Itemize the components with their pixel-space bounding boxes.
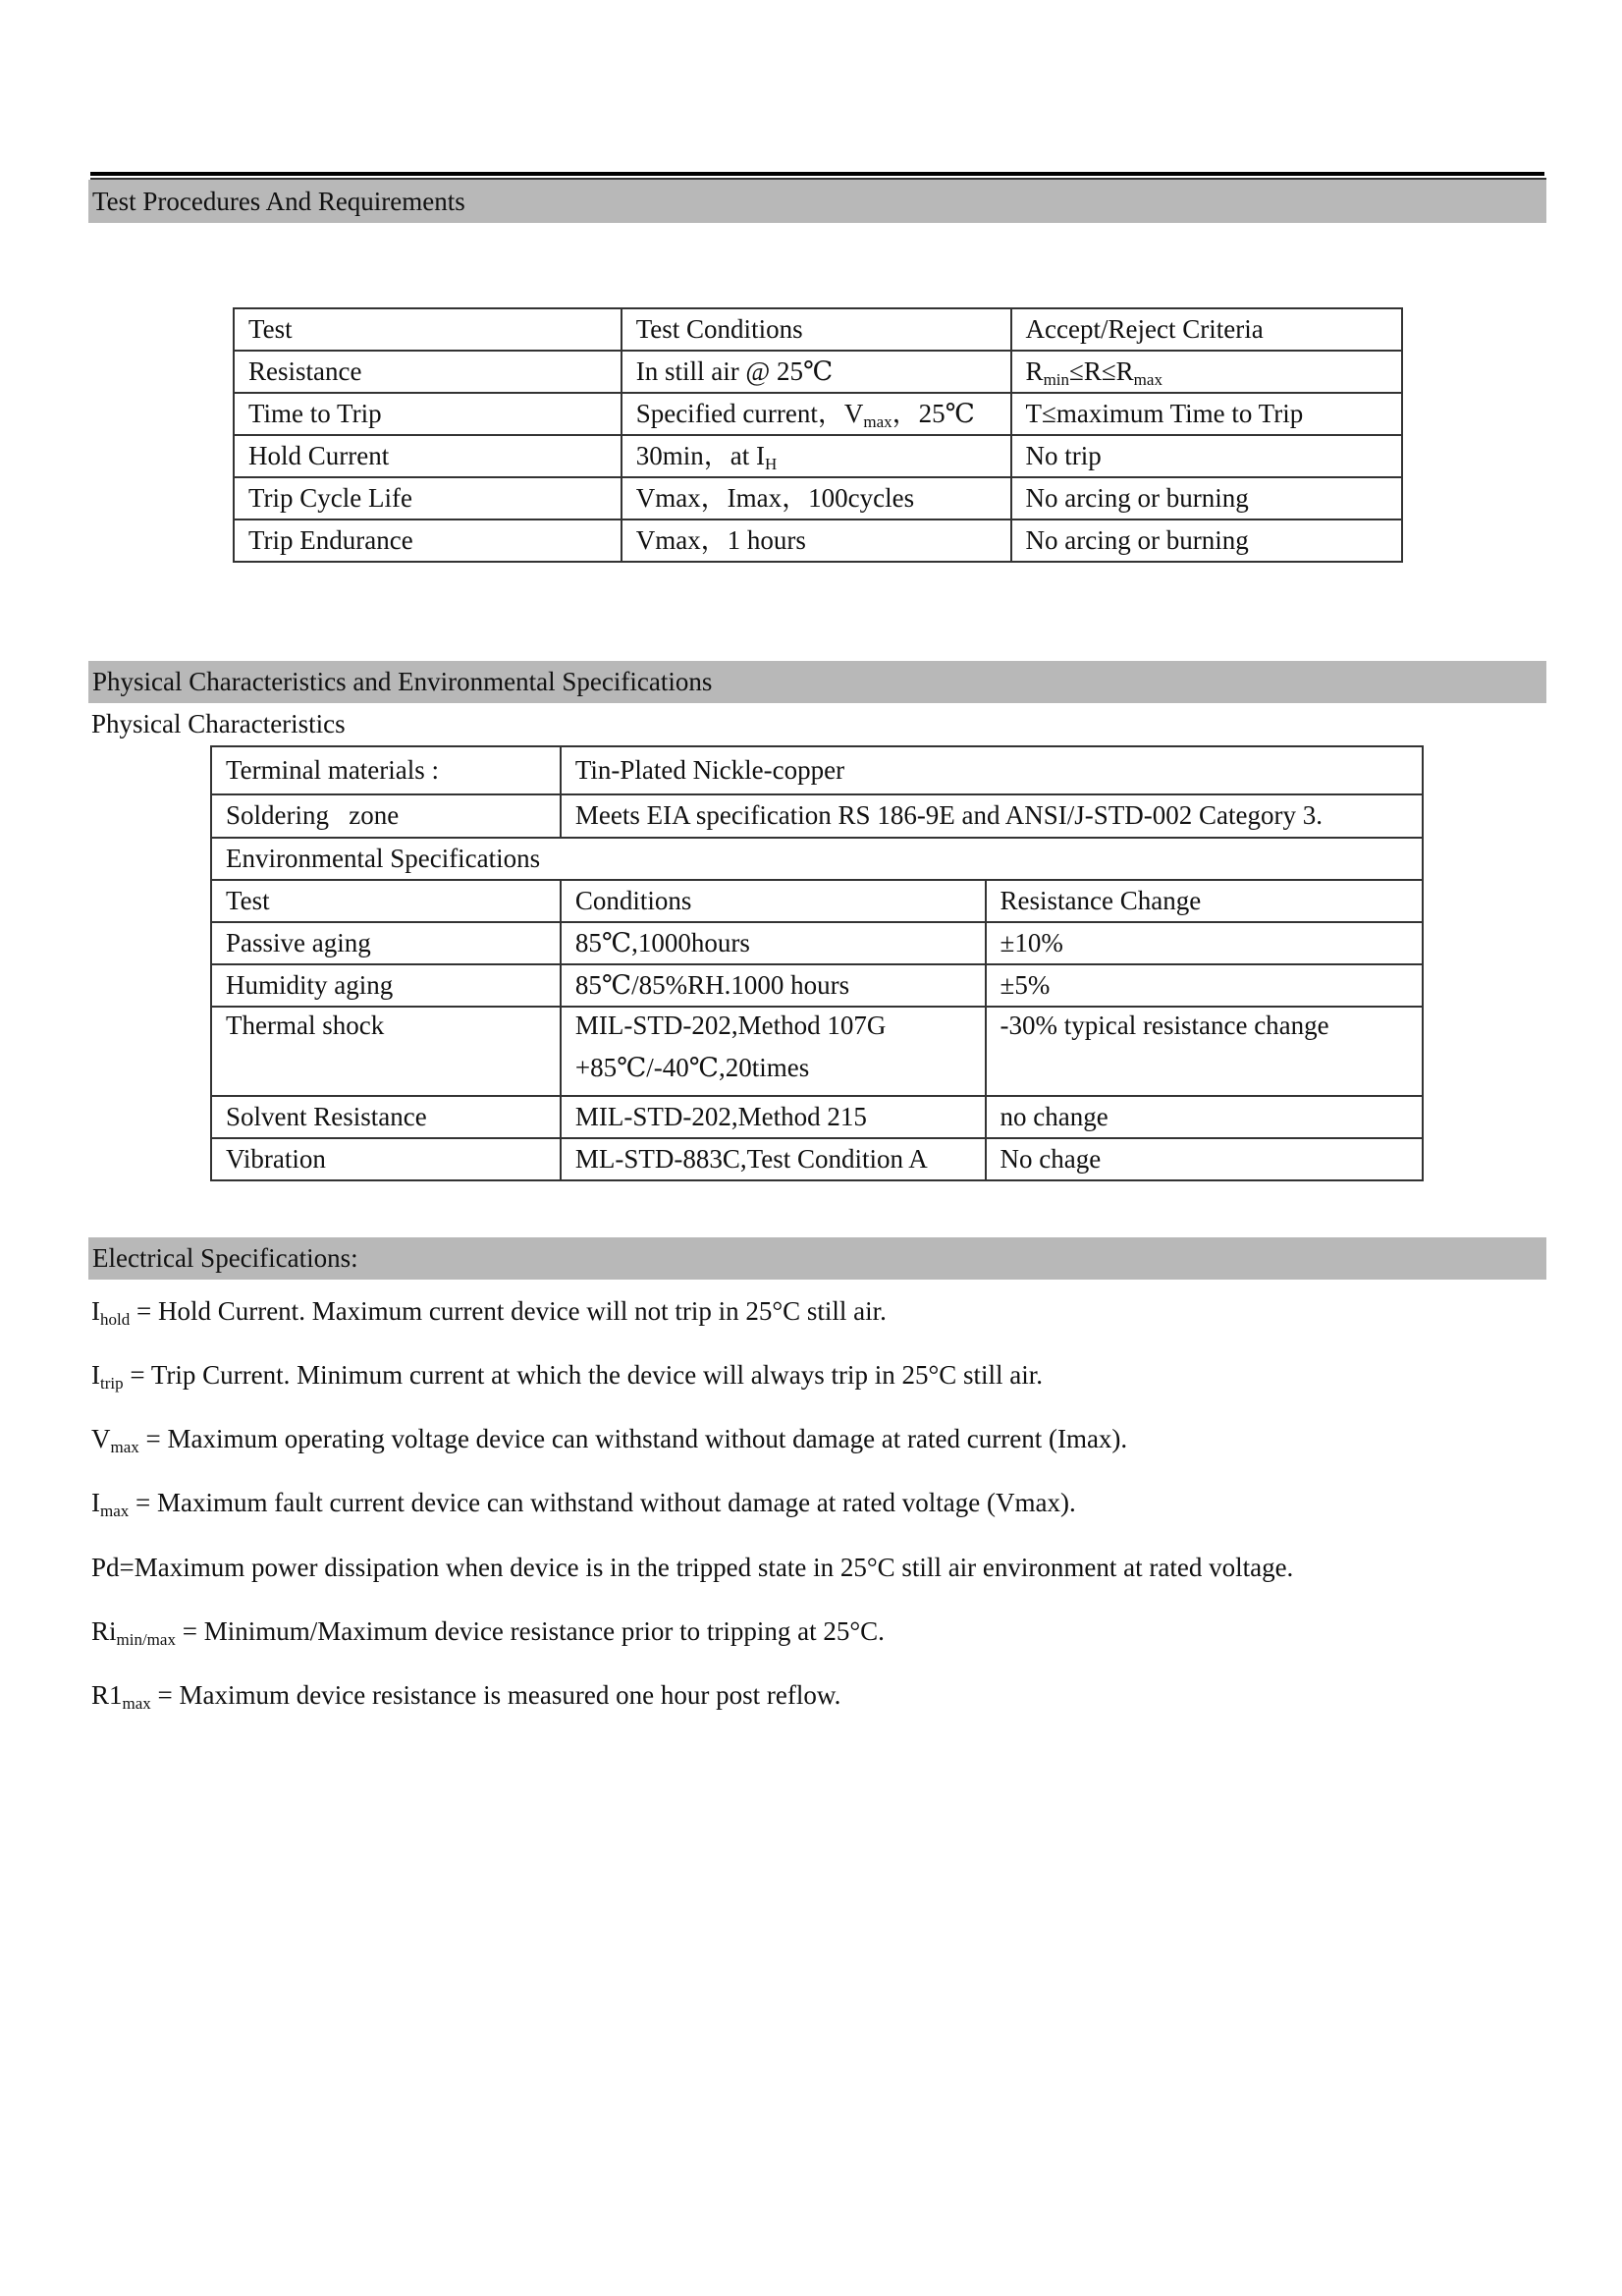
label-cell: Terminal materials :	[211, 746, 561, 794]
subscript: trip	[100, 1374, 124, 1393]
physical-env-table	[210, 745, 1424, 1181]
test-cell: Passive aging	[211, 922, 561, 964]
definition-pd	[91, 1553, 1293, 1583]
header-cell: Test	[211, 880, 561, 922]
criteria-cell: No arcing or burning	[1011, 519, 1402, 562]
table-row	[234, 519, 1402, 562]
criteria-text: ≤R≤R	[1069, 355, 1134, 386]
section-title: Electrical Specifications:	[92, 1243, 358, 1273]
test-cell: Trip Cycle Life	[234, 477, 622, 519]
symbol: Pd	[91, 1553, 120, 1582]
criteria-cell: T≤maximum Time to Trip	[1011, 393, 1402, 435]
section-heading-test-procedures	[88, 180, 1546, 223]
condition-line: +85℃/-40℃,20times	[574, 1052, 810, 1082]
condition-cell: 85℃,1000hours	[561, 922, 986, 964]
definition-vmax	[91, 1424, 1127, 1454]
condition-text: 30min，at I	[635, 440, 765, 470]
change-cell: ±10%	[986, 922, 1423, 964]
condition-cell	[561, 1007, 986, 1096]
test-cell: Hold Current	[234, 435, 622, 477]
condition-cell: 85℃/85%RH.1000 hours	[561, 964, 986, 1007]
table-row	[234, 393, 1402, 435]
definition-ihold	[91, 1296, 887, 1327]
subscript: min/max	[116, 1630, 176, 1649]
table-row	[234, 435, 1402, 477]
condition-cell	[622, 435, 1011, 477]
change-cell: -30% typical resistance change	[986, 1007, 1423, 1096]
definition-text: = Maximum device resistance is measured one hour post reflow.	[150, 1680, 841, 1710]
change-cell: no change	[986, 1096, 1423, 1138]
env-heading-cell: Environmental Specifications	[211, 838, 1423, 880]
test-cell: Vibration	[211, 1138, 561, 1180]
subscript: H	[764, 454, 778, 473]
condition-cell: Vmax，Imax，100cycles	[622, 477, 1011, 519]
table-header-row	[234, 308, 1402, 351]
change-cell: No chage	[986, 1138, 1423, 1180]
table-row	[211, 1138, 1423, 1180]
condition-cell: ML-STD-883C,Test Condition A	[561, 1138, 986, 1180]
criteria-cell: No arcing or burning	[1011, 477, 1402, 519]
section-heading-electrical	[88, 1237, 1546, 1280]
test-cell: Humidity aging	[211, 964, 561, 1007]
condition-text: ，25℃	[892, 398, 975, 428]
criteria-cell: No trip	[1011, 435, 1402, 477]
header-cell: Test	[234, 308, 622, 351]
table-row	[234, 351, 1402, 393]
header-cell: Accept/Reject Criteria	[1011, 308, 1402, 351]
definition-itrip	[91, 1360, 1043, 1391]
label-cell: Soldering zone	[211, 794, 561, 838]
symbol: I	[91, 1296, 100, 1326]
test-cell: Thermal shock	[211, 1007, 561, 1096]
definition-text: = Maximum operating voltage device can withstand without damage at rated current (Imax).	[138, 1424, 1128, 1453]
test-cell: Resistance	[234, 351, 622, 393]
header-cell: Resistance Change	[986, 880, 1423, 922]
definition-text: =Maximum power dissipation when device is in the tripped state in 25°C still air environment at rated voltage.	[119, 1553, 1294, 1582]
subscript: max	[100, 1502, 130, 1520]
subscript: hold	[100, 1310, 131, 1329]
table-row	[211, 922, 1423, 964]
subscript: max	[110, 1438, 139, 1456]
section-title: Test Procedures And Requirements	[92, 186, 465, 216]
condition-text: Specified current，V	[635, 398, 864, 428]
subscript: min	[1043, 369, 1070, 389]
table-row	[211, 746, 1423, 794]
symbol: Ri	[91, 1616, 117, 1646]
value-cell: Tin-Plated Nickle-copper	[561, 746, 1423, 794]
test-cell: Solvent Resistance	[211, 1096, 561, 1138]
test-procedures-table	[233, 307, 1403, 563]
physical-characteristics-subheading: Physical Characteristics	[91, 709, 346, 738]
subscript: max	[863, 411, 892, 431]
subscript: max	[122, 1694, 151, 1713]
section-title: Physical Characteristics and Environmental Specifications	[92, 667, 713, 696]
header-rule-thick	[90, 172, 1544, 176]
definition-imax	[91, 1488, 1076, 1518]
definition-text: = Maximum fault current device can withstand without damage at rated voltage (Vmax).	[129, 1488, 1076, 1517]
criteria-cell	[1011, 351, 1402, 393]
test-cell: Trip Endurance	[234, 519, 622, 562]
condition-line: MIL-STD-202,Method 107G	[574, 1011, 887, 1040]
subscript: max	[1133, 369, 1162, 389]
header-cell: Conditions	[561, 880, 986, 922]
table-row	[211, 794, 1423, 838]
value-cell: Meets EIA specification RS 186-9E and ANSI/J-STD-002 Category 3.	[561, 794, 1423, 838]
symbol: I	[91, 1360, 100, 1390]
condition-cell: Vmax，1 hours	[622, 519, 1011, 562]
table-header-row	[211, 880, 1423, 922]
table-row	[211, 1096, 1423, 1138]
condition-cell: MIL-STD-202,Method 215	[561, 1096, 986, 1138]
criteria-text: R	[1025, 355, 1044, 386]
definition-r1-max	[91, 1680, 840, 1711]
section-heading-physical-env	[88, 661, 1546, 703]
condition-cell: In still air @ 25℃	[622, 351, 1011, 393]
definition-text: = Trip Current. Minimum current at which the device will always trip in 25°C still air.	[123, 1360, 1044, 1390]
symbol: V	[91, 1424, 111, 1453]
definition-text: = Hold Current. Maximum current device will not trip in 25°C still air.	[130, 1296, 887, 1326]
test-cell: Time to Trip	[234, 393, 622, 435]
condition-cell	[622, 393, 1011, 435]
table-row	[211, 964, 1423, 1007]
table-row	[211, 1007, 1423, 1096]
header-cell: Test Conditions	[622, 308, 1011, 351]
table-row	[234, 477, 1402, 519]
change-cell: ±5%	[986, 964, 1423, 1007]
symbol: R1	[91, 1680, 123, 1710]
env-heading-row	[211, 838, 1423, 880]
symbol: I	[91, 1488, 100, 1517]
definition-ri-min-max	[91, 1616, 885, 1647]
definition-text: = Minimum/Maximum device resistance prior to tripping at 25°C.	[175, 1616, 885, 1646]
